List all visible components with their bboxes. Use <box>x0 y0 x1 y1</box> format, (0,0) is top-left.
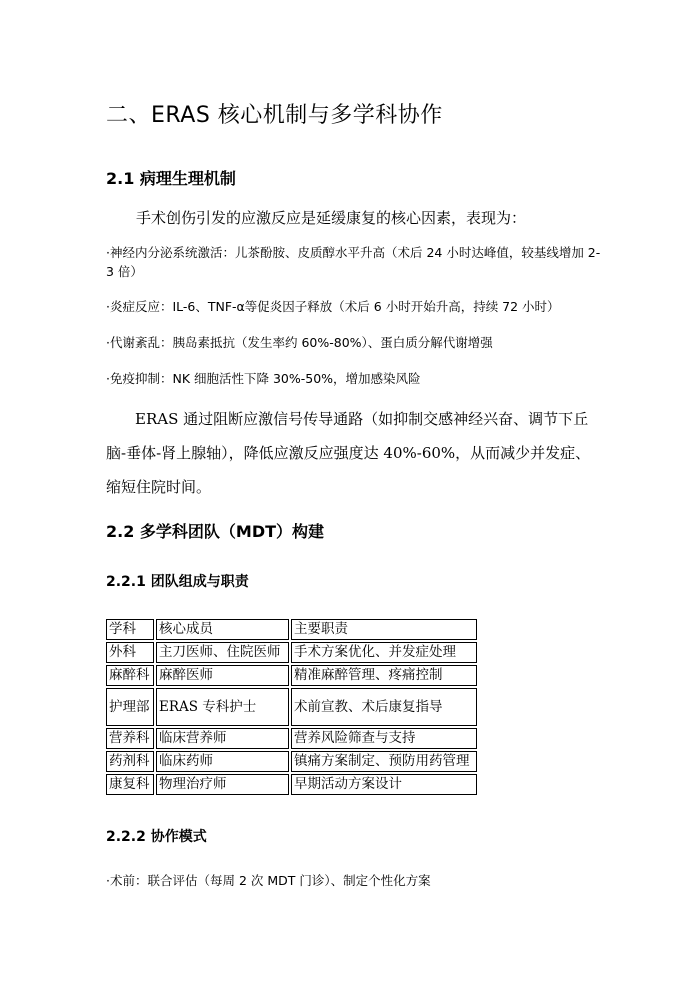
subsection-heading-2-2-2: 2.2.2 协作模式 <box>106 829 207 845</box>
table-cell: 临床营养师 <box>156 728 289 749</box>
table-header-cell: 主要职责 <box>291 619 477 640</box>
section-heading-2-2: 2.2 多学科团队（MDT）构建 <box>106 522 325 541</box>
table-cell: 康复科 <box>106 774 154 795</box>
chapter-title: 二、ERAS 核心机制与多学科协作 <box>106 103 443 128</box>
table-cell: 营养风险筛查与支持 <box>291 728 477 749</box>
intro-text: 手术创伤引发的应激反应是延缓康复的核心因素，表现为： <box>136 209 527 227</box>
table-cell: 护理部 <box>106 688 154 726</box>
table-cell: 临床药师 <box>156 751 289 772</box>
table-cell: 药剂科 <box>106 751 154 772</box>
table-header-row <box>106 619 477 640</box>
bullet-neuroendocrine: ·神经内分泌系统激活：儿茶酚胺、皮质醇水平升高（术后 24 小时达峰值，较基线增加 2-3 倍） <box>106 245 601 279</box>
table-row <box>106 728 477 749</box>
team-table <box>104 617 479 797</box>
table-cell: 术前宣教、术后康复指导 <box>291 688 477 726</box>
table-row <box>106 751 477 772</box>
table-cell: ERAS 专科护士 <box>156 688 289 726</box>
subsection-heading-2-2-1: 2.2.1 团队组成与职责 <box>106 574 249 590</box>
table-cell: 早期活动方案设计 <box>291 774 477 795</box>
table-cell: 精准麻醉管理、疼痛控制 <box>291 665 477 686</box>
table-cell: 麻醉医师 <box>156 665 289 686</box>
table-cell: 物理治疗师 <box>156 774 289 795</box>
section-heading-2-1: 2.1 病理生理机制 <box>106 169 236 188</box>
table-row <box>106 774 477 795</box>
eras-paragraph: ERAS 通过阻断应激信号传导通路（如抑制交感神经兴奋、调节下丘脑-垂体-肾上腺轴），降低应激反应强度达 40%-60%，从而减少并发症、缩短住院时间。 <box>106 410 591 496</box>
table-row <box>106 642 477 663</box>
table-row <box>106 665 477 686</box>
table-header-cell: 核心成员 <box>156 619 289 640</box>
bullet-immunity: ·免疫抑制：NK 细胞活性下降 30%-50%，增加感染风险 <box>106 371 421 386</box>
table-cell: 手术方案优化、并发症处理 <box>291 642 477 663</box>
bullet-preoperative: ·术前：联合评估（每周 2 次 MDT 门诊）、制定个性化方案 <box>106 873 431 888</box>
bullet-inflammation: ·炎症反应：IL-6、TNF-α等促炎因子释放（术后 6 小时开始升高，持续 72 小时） <box>106 299 560 314</box>
table-row <box>106 688 477 726</box>
table-header-cell: 学科 <box>106 619 154 640</box>
table-cell: 镇痛方案制定、预防用药管理 <box>291 751 477 772</box>
table-cell: 主刀医师、住院医师 <box>156 642 289 663</box>
table-cell: 营养科 <box>106 728 154 749</box>
bullet-metabolism: ·代谢紊乱：胰岛素抵抗（发生率约 60%-80%）、蛋白质分解代谢增强 <box>106 335 493 350</box>
table-cell: 麻醉科 <box>106 665 154 686</box>
table-cell: 外科 <box>106 642 154 663</box>
